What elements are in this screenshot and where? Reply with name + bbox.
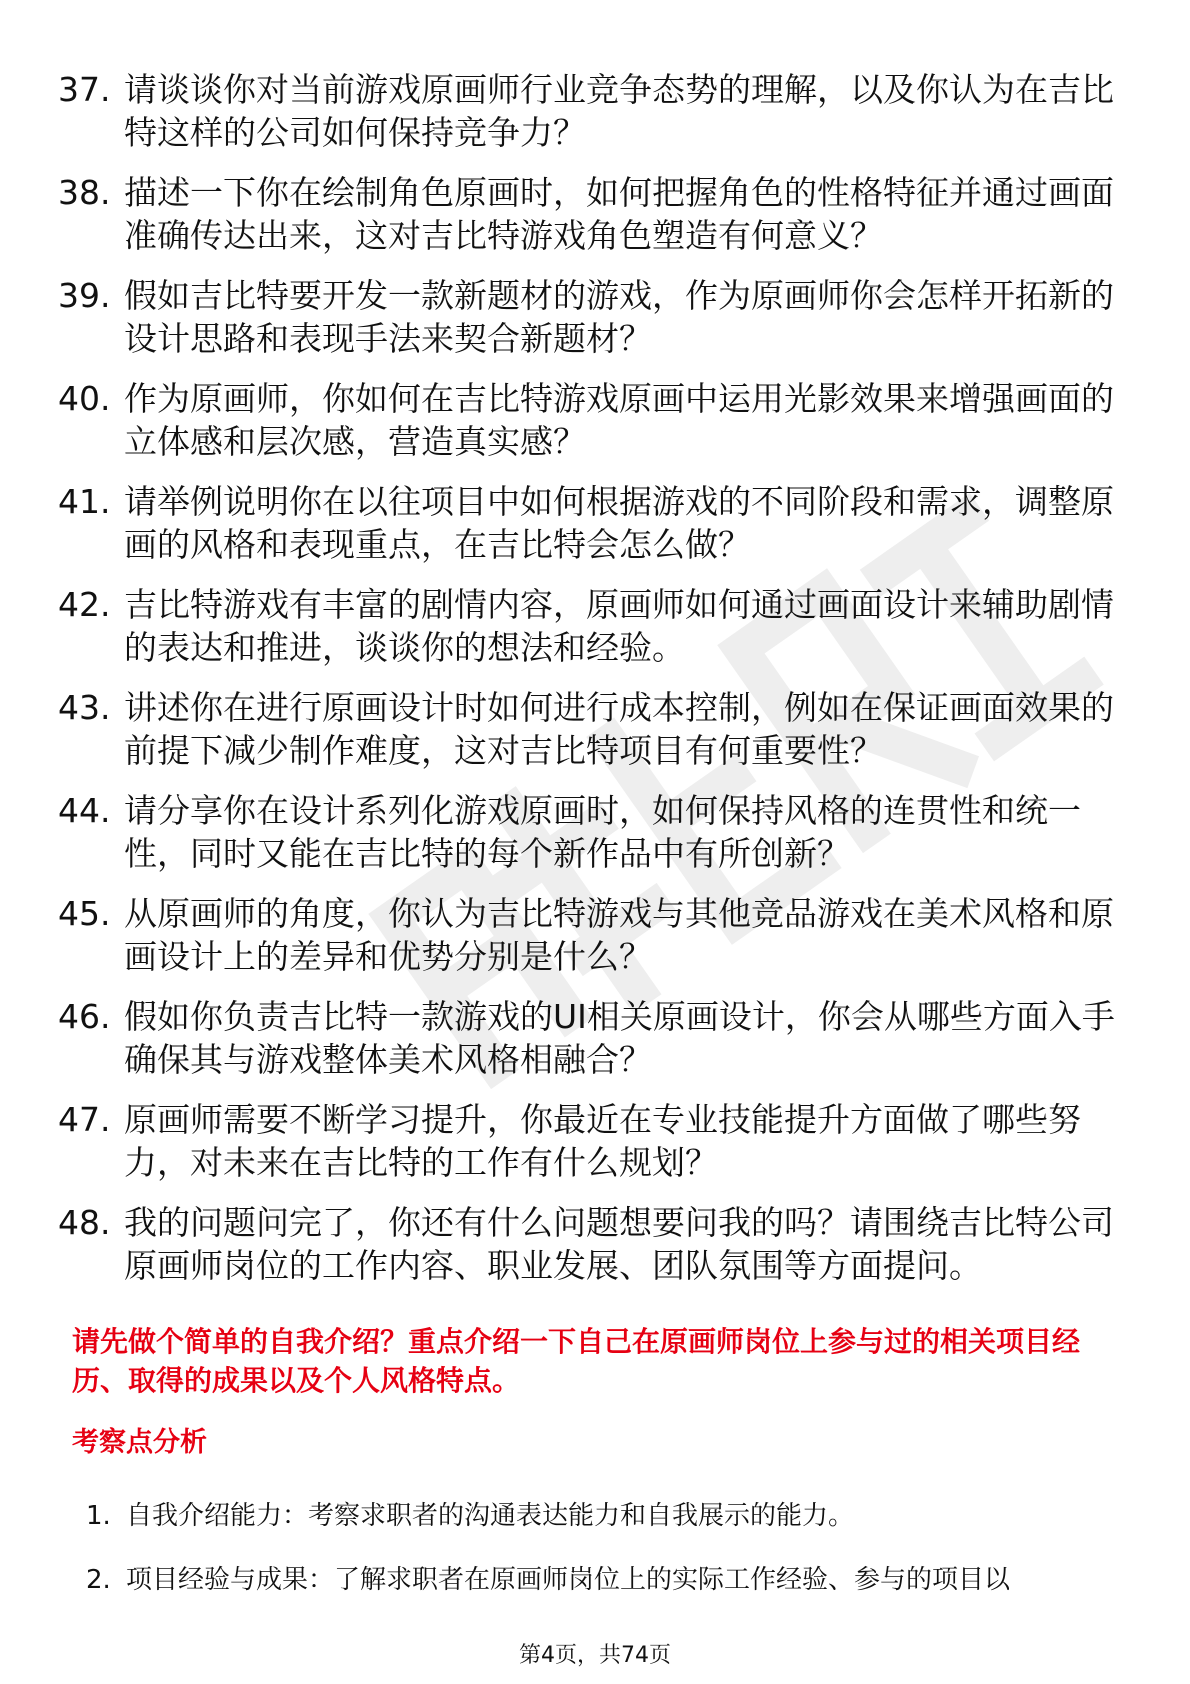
analysis-text: 自我介绍能力：考察求职者的沟通表达能力和自我展示的能力。 xyxy=(126,1501,855,1531)
question-number: 40. xyxy=(58,379,111,418)
question-list xyxy=(58,68,1118,1304)
question-item xyxy=(58,995,1118,1081)
page-footer: 第4页，共74页 xyxy=(519,1643,671,1668)
analysis-text: 项目经验与成果：了解求职者在原画师岗位上的实际工作经验、参与的项目以 xyxy=(126,1565,1011,1595)
question-item xyxy=(58,583,1118,669)
question-text: 请举例说明你在以往项目中如何根据游戏的不同阶段和需求，调整原画的风格和表现重点，在吉比特会怎么做？ xyxy=(124,482,1114,564)
question-text: 请分享你在设计系列化游戏原画时，如何保持风格的连贯性和统一性，同时又能在吉比特的每个新作品中有所创新？ xyxy=(124,791,1081,873)
question-text: 描述一下你在绘制角色原画时，如何把握角色的性格特征并通过画面准确传达出来，这对吉比特游戏角色塑造有何意义？ xyxy=(124,173,1114,255)
question-number: 48. xyxy=(58,1203,111,1242)
analysis-list xyxy=(86,1498,1126,1626)
question-item xyxy=(58,686,1118,772)
analysis-number: 1. xyxy=(86,1501,111,1531)
question-number: 44. xyxy=(58,791,111,830)
question-number: 39. xyxy=(58,276,111,315)
question-number: 42. xyxy=(58,585,111,624)
question-item xyxy=(58,789,1118,875)
question-text: 讲述你在进行原画设计时如何进行成本控制，例如在保证画面效果的前提下减少制作难度，这对吉比特项目有何重要性？ xyxy=(124,688,1114,770)
question-item xyxy=(58,480,1118,566)
question-number: 47. xyxy=(58,1100,111,1139)
featured-question: 请先做个简单的自我介绍？重点介绍一下自己在原画师岗位上参与过的相关项目经历、取得的成果以及个人风格特点。 xyxy=(72,1325,1081,1397)
question-item xyxy=(58,171,1118,257)
question-item xyxy=(58,892,1118,978)
analysis-item xyxy=(86,1562,1126,1598)
question-text: 请谈谈你对当前游戏原画师行业竞争态势的理解，以及你认为在吉比特这样的公司如何保持竞争力？ xyxy=(124,70,1114,152)
analysis-number: 2. xyxy=(86,1565,111,1595)
question-text: 作为原画师，你如何在吉比特游戏原画中运用光影效果来增强画面的立体感和层次感，营造真实感？ xyxy=(124,379,1114,461)
question-text: 从原画师的角度，你认为吉比特游戏与其他竞品游戏在美术风格和原画设计上的差异和优势分别是什么？ xyxy=(124,894,1114,976)
question-number: 38. xyxy=(58,173,111,212)
question-item xyxy=(58,68,1118,154)
analysis-item xyxy=(86,1498,1126,1534)
question-number: 46. xyxy=(58,997,111,1036)
question-text: 吉比特游戏有丰富的剧情内容，原画师如何通过画面设计来辅助剧情的表达和推进，谈谈你的想法和经验。 xyxy=(124,585,1114,667)
question-item xyxy=(58,274,1118,360)
question-item xyxy=(58,377,1118,463)
question-text: 我的问题问完了，你还有什么问题想要问我的吗？请围绕吉比特公司原画师岗位的工作内容、职业发展、团队氛围等方面提问。 xyxy=(124,1203,1114,1285)
analysis-title: 考察点分析 xyxy=(72,1427,207,1458)
question-number: 41. xyxy=(58,482,111,521)
question-text: 原画师需要不断学习提升，你最近在专业技能提升方面做了哪些努力，对未来在吉比特的工作有什么规划？ xyxy=(124,1100,1081,1182)
question-item xyxy=(58,1098,1118,1184)
question-text: 假如你负责吉比特一款游戏的UI相关原画设计，你会从哪些方面入手确保其与游戏整体美术风格相融合？ xyxy=(124,997,1115,1079)
question-text: 假如吉比特要开发一款新题材的游戏，作为原画师你会怎样开拓新的设计思路和表现手法来契合新题材？ xyxy=(124,276,1114,358)
question-number: 45. xyxy=(58,894,111,933)
question-number: 43. xyxy=(58,688,111,727)
question-item xyxy=(58,1201,1118,1287)
question-number: 37. xyxy=(58,70,111,109)
